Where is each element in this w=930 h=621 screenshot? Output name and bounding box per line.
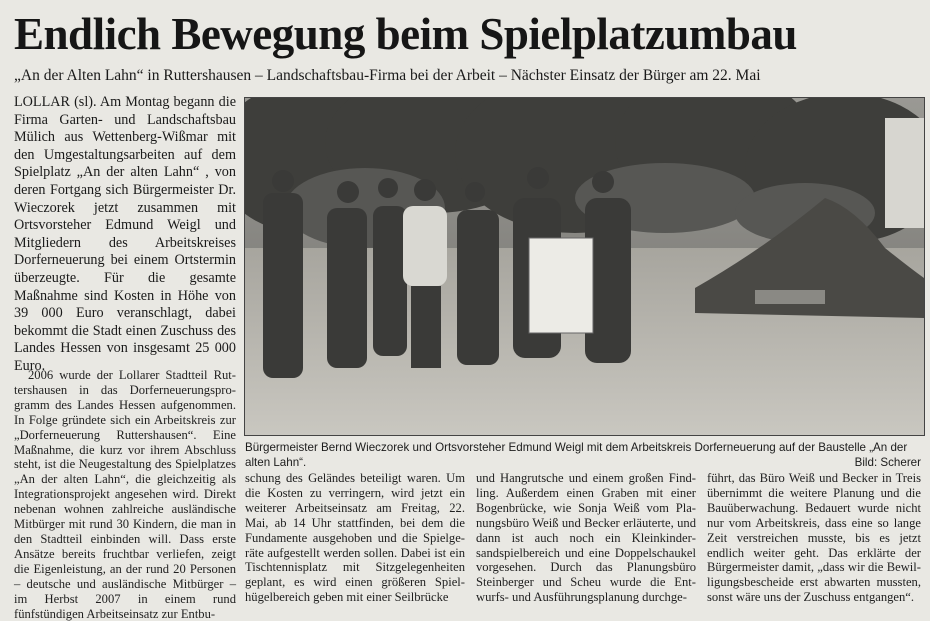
news-photo xyxy=(244,97,925,436)
photo-caption xyxy=(245,440,921,470)
subheadline: „An der Alten Lahn“ in Ruttershausen – Landschaftsbau-Firma bei der Arbeit – Nächster Einsatz der Bürger am 22. Mai xyxy=(14,67,761,84)
body-column-4: führt, das Büro Weiß und Becker in Treis übernimmt die weitere Planung und die Bauüberwachung. Bedauert wurde nicht nur vom Arbeitskreis, dass eine so lange Zeit verstreichen musste, bis es jetzt endlich weiter geht. Das erklärte der Bürgermeister damit, „dass wir die Bewilligungsbescheide erst abwarten mussten, sonst wäre uns der Zuschuss entgangen“. xyxy=(707,471,921,605)
photo-credit: Bild: Scherer xyxy=(854,456,921,469)
body-column-1: 2006 wurde der Lollarer Stadtteil Ruttershausen in das Dorferneuerungsprogramm des Landes Hessen aufgenommen. In Folge gründete sich ein Arbeitskreis zur „Dorferneuerung Ruttershausen“. Eine Maßnahme, die kurz vor ihrem Abschluss steht, ist die Neugestaltung des Spielplatzes „An der alten Lahn“, die gleichzeitig als Integrationsprojekt angesehen wird. Direkt nebenan wohnen zahlreiche ausländische Mitbürger mit rund 30 Kindern, die man in den Stadtteil einbinden will. Dass erste Ansätze bereits fruchtbar verliefen, zeigt die Eigenleistung, an der rund 20 Personen – deutsche und ausländische Mitbürger – im Herbst 2007 in einem rund fünfstündigen Arbeitseinsatz zur Entbu- xyxy=(14,368,236,621)
caption-text: Bürgermeister Bernd Wieczorek und Ortsvorsteher Edmund Weigl mit dem Arbeitskreis Dorferneuerung auf der Baustelle „An der alten Lahn“. xyxy=(245,441,908,469)
lead-paragraph: LOLLAR (sl). Am Montag begann die Firma Garten- und Landschaftsbau Mülich aus Wettenberg-Wißmar mit den Umgestaltungsarbeiten auf dem Spielplatz „An der alten Lahn“ , von deren Fortgang sich Bürgermeister Dr. Wieczorek jetzt zusammen mit Ortsvorsteher Edmund Weigl und Mitgliedern des Arbeitskreises Dorferneuerung bei einem Ortstermin überzeugte. Für die gesamte Maßnahme sind Kosten in Höhe von 39 000 Euro veranschlagt, dabei bekommt die Stadt einen Zuschuss des Landes Hessen von insgesamt 25 000 Euro. xyxy=(14,94,236,374)
group-photo-illustration xyxy=(245,98,924,435)
body-column-2: schung des Geländes beteiligt waren. Um die Kosten zu verringern, wird jetzt ein weiterer Arbeitseinsatz am Freitag, 22. Mai, ab 14 Uhr stattfinden, bei dem die Fundamente ausgehoben und die Spielgeräte aufgestellt werden sollen. Dabei ist ein Tischtennisplatz mit Sitzgelegenheiten geplant, es wird einen größeren Spielhügelbereich geben mit einer Seilbrücke xyxy=(245,471,465,605)
headline: Endlich Bewegung beim Spielplatzumbau xyxy=(14,9,797,59)
body-column-3: und Hangrutsche und einem großen Findling. Außerdem einen Graben mit einer Bogenbrücke, wie Sonja Weiß vom Planungsbüro Weiß und Becker erläuterte, und dann ist auch noch ein Kleinkindersandspielbereich und eine Doppelschaukel vorgesehen. Durch das Planungsbüro Steinberger und Scheu wurde die Entwurfs- und Ausführungsplanung durchge- xyxy=(476,471,696,605)
